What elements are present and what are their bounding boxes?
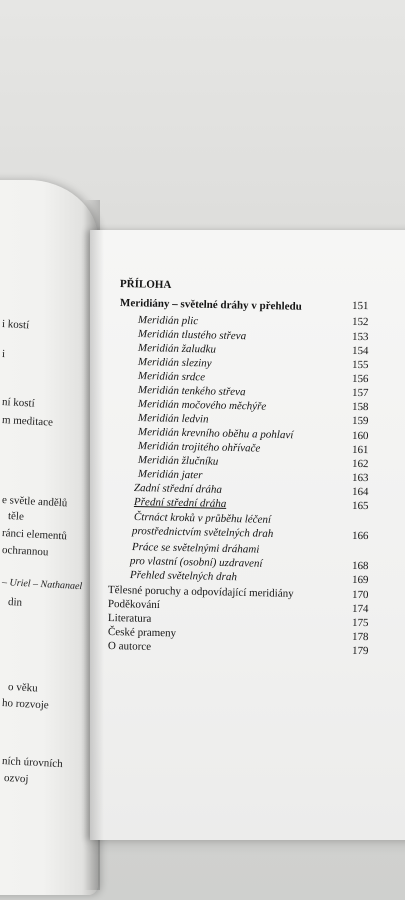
page-number: 162	[351, 457, 369, 471]
left-fragment: ozvoj	[3, 772, 29, 786]
page-number: 175	[351, 616, 369, 630]
page-number: 154	[351, 344, 369, 358]
page-number: 156	[351, 372, 369, 386]
page-number: 159	[351, 414, 369, 428]
appendix-heading: PŘÍLOHA	[119, 278, 172, 292]
left-fragment: ránci elementů	[1, 527, 68, 543]
toc-entry: Literatura	[107, 612, 152, 625]
page-number: 165	[351, 499, 369, 513]
toc-entry: Tělesné poruchy a odpovídající meridiány	[107, 584, 294, 600]
left-fragment: o věku	[7, 681, 38, 695]
left-fragment: – Uriel – Nathanael	[1, 577, 83, 593]
toc-entry: Meridián sleziny	[137, 356, 212, 370]
toc-entry: Poděkování	[107, 598, 161, 612]
page-number: 160	[351, 429, 369, 443]
page-number: 151	[351, 299, 369, 313]
left-fragment: těle	[7, 510, 25, 523]
page-number: 158	[351, 400, 369, 414]
toc-entry: Meridián srdce	[137, 370, 206, 384]
toc-entry: Zadní střední dráha	[133, 482, 223, 496]
page-number: 168	[351, 559, 369, 573]
left-fragment: i	[1, 348, 6, 361]
toc-entry: Meridián ledvin	[137, 412, 209, 426]
toc-entry: Práce se světelnými dráhami	[131, 541, 260, 556]
left-fragment: ho rozvoje	[1, 697, 49, 712]
page-number: 152	[351, 315, 369, 329]
page-number: 170	[351, 588, 369, 602]
left-fragment: e světle andělů	[1, 494, 68, 510]
toc-entry: Meridián žlučníku	[137, 454, 219, 468]
left-fragment: din	[7, 596, 23, 609]
page-number: 153	[351, 330, 369, 344]
page-number: 169	[351, 573, 369, 587]
toc-entry: O autorce	[107, 640, 152, 653]
toc-entry: České prameny	[107, 626, 177, 640]
left-fragment: ochrannou	[1, 544, 49, 559]
left-fragment: ní kostí	[1, 396, 35, 410]
toc-entry: prostřednictvím světelných drah	[131, 525, 274, 540]
toc-entry: Meridián močového měchýře	[137, 398, 267, 413]
left-fragment: ních úrovních	[1, 755, 64, 771]
page-number: 166	[351, 529, 369, 543]
toc-entry: Přední střední dráha	[133, 496, 227, 510]
toc-entry: Meridián tenkého střeva	[137, 384, 246, 399]
page-number: 178	[351, 630, 369, 644]
toc-entry: Meridián plic	[137, 314, 199, 328]
page-number: 179	[351, 644, 369, 658]
toc-entry: Meridián tlustého střeva	[137, 328, 247, 343]
page-number: 161	[351, 443, 369, 457]
left-fragment: i kostí	[1, 318, 30, 332]
toc-entry: Meridián trojitého ohřívače	[137, 440, 261, 455]
page-number: 157	[351, 386, 369, 400]
toc-entry: Přehled světelných drah	[129, 569, 238, 584]
toc-entry: pro vlastní (osobní) uzdravení	[129, 555, 263, 570]
section-title: Meridiány – světelné dráhy v přehledu	[119, 297, 302, 313]
page-number: 163	[351, 471, 369, 485]
toc-entry: Čtrnáct kroků v průběhu léčení	[133, 511, 272, 526]
page-number: 174	[351, 602, 369, 616]
page-number: 164	[351, 485, 369, 499]
toc-entry: Meridián jater	[137, 468, 203, 482]
left-fragment: m meditace	[1, 414, 54, 429]
page-number: 155	[351, 358, 369, 372]
toc-entry: Meridián krevního oběhu a pohlaví	[137, 426, 294, 442]
toc-entry: Meridián žaludku	[137, 342, 217, 356]
